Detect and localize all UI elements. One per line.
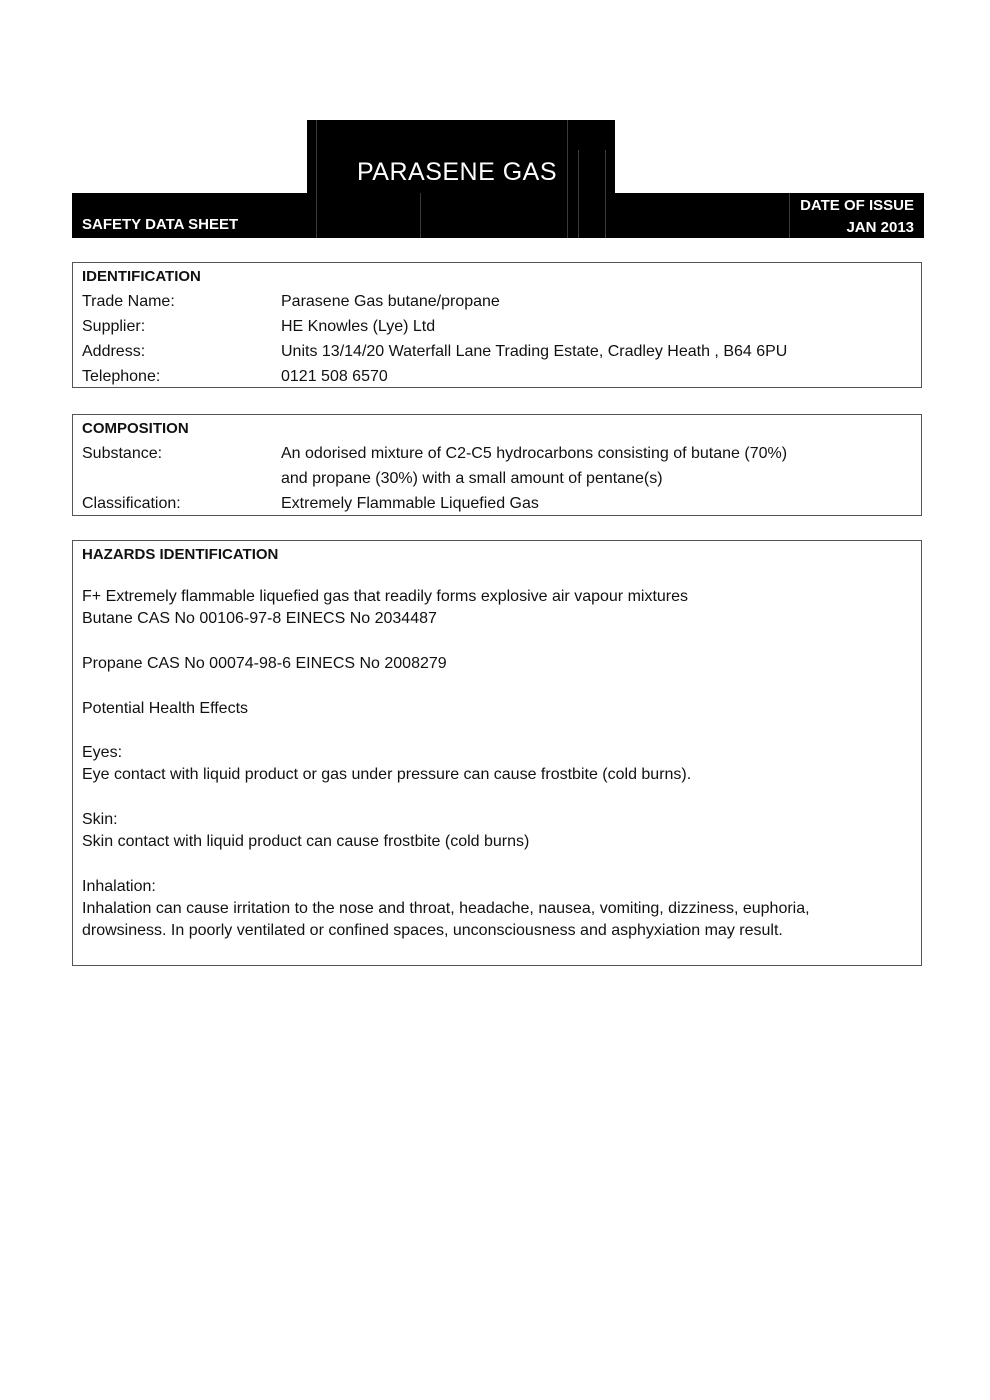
row-value: and propane (30%) with a small amount of pentane(s) — [281, 470, 663, 487]
hazard-line: Butane CAS No 00106-97-8 EINECS No 2034487 — [82, 610, 437, 627]
composition-section — [72, 414, 922, 516]
header-divider — [420, 193, 421, 238]
row-label: Supplier: — [82, 318, 146, 335]
row-label: Substance: — [82, 445, 163, 462]
row-value: An odorised mixture of C2-C5 hydrocarbons consisting of butane (70%) — [281, 445, 788, 462]
row-value: Parasene Gas butane/propane — [281, 293, 500, 310]
identification-section — [72, 262, 922, 388]
row-value: Extremely Flammable Liquefied Gas — [281, 495, 539, 512]
hazard-line: Skin contact with liquid product can cause frostbite (cold burns) — [82, 833, 530, 850]
hazard-line: F+ Extremely flammable liquefied gas that readily forms explosive air vapour mixtures — [82, 588, 689, 605]
hazard-line: Propane CAS No 00074-98-6 EINECS No 2008279 — [82, 655, 447, 672]
row-label: Telephone: — [82, 368, 161, 385]
issue-date-block — [800, 195, 914, 239]
hazard-line: drowsiness. In poorly ventilated or confined spaces, unconsciousness and asphyxiation may result. — [82, 922, 783, 939]
date-label: DATE OF ISSUE — [800, 197, 914, 214]
header-divider — [789, 193, 790, 238]
row-label: Classification: — [82, 495, 181, 512]
date-value: JAN 2013 — [846, 219, 914, 236]
hazard-line: Inhalation: — [82, 878, 156, 895]
row-label: Address: — [82, 343, 146, 360]
hazards-section — [72, 540, 922, 966]
hazard-line: Inhalation can cause irritation to the nose and throat, headache, nausea, vomiting, dizziness, euphoria, — [82, 900, 810, 917]
hazard-line: Eyes: — [82, 744, 123, 761]
sheet-label: SAFETY DATA SHEET — [82, 216, 239, 233]
hazard-line: Eye contact with liquid product or gas under pressure can cause frostbite (cold burns). — [82, 766, 692, 783]
row-value: 0121 508 6570 — [281, 368, 388, 385]
hazard-line: Potential Health Effects — [82, 700, 249, 717]
row-value: Units 13/14/20 Waterfall Lane Trading Estate, Cradley Heath , B64 6PU — [281, 343, 788, 360]
section-title: HAZARDS IDENTIFICATION — [82, 546, 279, 563]
section-title: IDENTIFICATION — [82, 268, 201, 285]
row-value: HE Knowles (Lye) Ltd — [281, 318, 436, 335]
section-title: COMPOSITION — [82, 420, 189, 437]
row-label: Trade Name: — [82, 293, 175, 310]
hazard-line: Skin: — [82, 811, 118, 828]
document-title: PARASENE GAS — [356, 158, 558, 186]
